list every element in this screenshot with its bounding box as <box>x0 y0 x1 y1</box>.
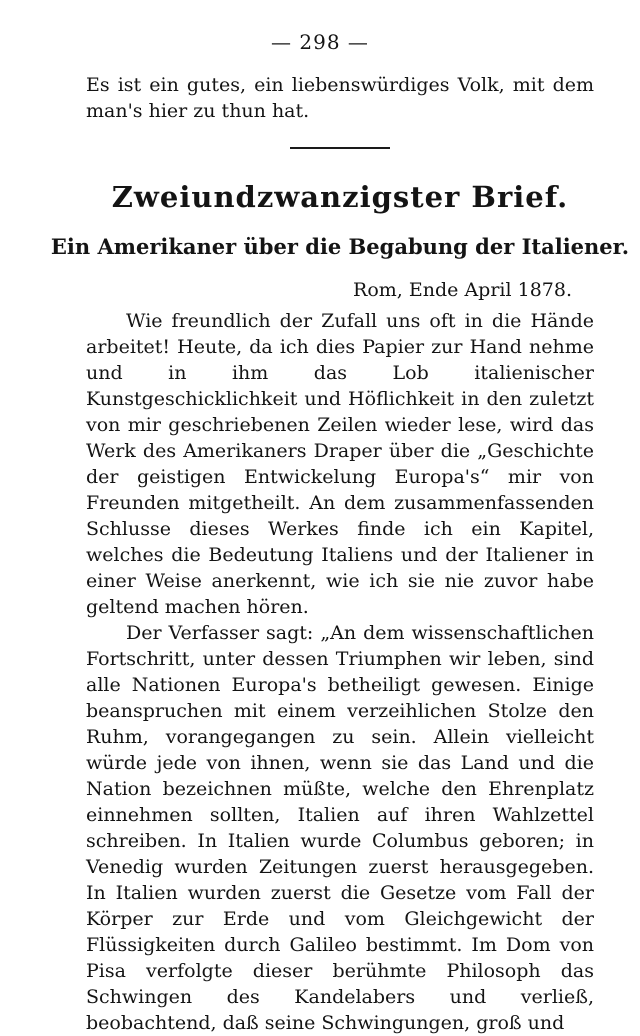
letter-body <box>86 308 594 1036</box>
body-paragraph: Der Verfasser sagt: „An dem wissenschaftlichen Fortschritt, unter dessen Triumphen wir leben, sind alle Nationen Europa's betheiligt gewesen. Einige beanspruchen mit einem verzeihlichen Stolze den Ruhm, vorangegangen zu sein. Allein vielleicht würde jede von ihnen, wenn sie das Land und die Nation bezeichnen müßte, welche den Ehrenplatz einnehmen sollten, Italien auf ihren Wahlzettel schreiben. In Italien wurde Columbus geboren; in Venedig wurden Zeitungen zuerst herausgegeben. In Italien wurden zuerst die Gesetze vom Fall der Körper zur Erde und vom Gleichgewicht der Flüssigkeiten durch Galileo bestimmt. Im Dom von Pisa verfolgte dieser berühmte Philosoph das Schwingen des Kandelabers und verließ, beobachtend, daß seine Schwingungen, groß und <box>86 622 594 1034</box>
carryover-text-block <box>86 72 594 124</box>
letter-dateline: Rom, Ende April 1878. <box>353 279 572 301</box>
carryover-paragraph: Es ist ein gutes, ein liebenswürdiges Volk, mit dem man's hier zu thun hat. <box>86 74 594 122</box>
page-number: — 298 — <box>271 30 369 54</box>
chapter-subtitle: Ein Amerikaner über die Begabung der Italiener. <box>50 234 630 259</box>
chapter-title: Zweiundzwanzigster Brief. <box>111 180 569 214</box>
section-divider <box>290 147 390 149</box>
body-paragraph: Wie freundlich der Zufall uns oft in die Hände arbeitet! Heute, da ich dies Papier zur Hand nehme und in ihm das Lob italienischer Kunstgeschicklichkeit und Höflichkeit in den zuletzt von mir geschriebenen Zeilen wieder lese, wird das Werk des Amerikaners Draper über die „Geschichte der geistigen Entwickelung Europa's“ mir von Freunden mitgetheilt. An dem zusammenfassenden Schlusse dieses Werkes finde ich ein Kapitel, welches die Bedeutung Italiens und der Italiener in einer Weise anerkennt, wie ich sie nie zuvor habe geltend machen hören. <box>86 310 594 618</box>
